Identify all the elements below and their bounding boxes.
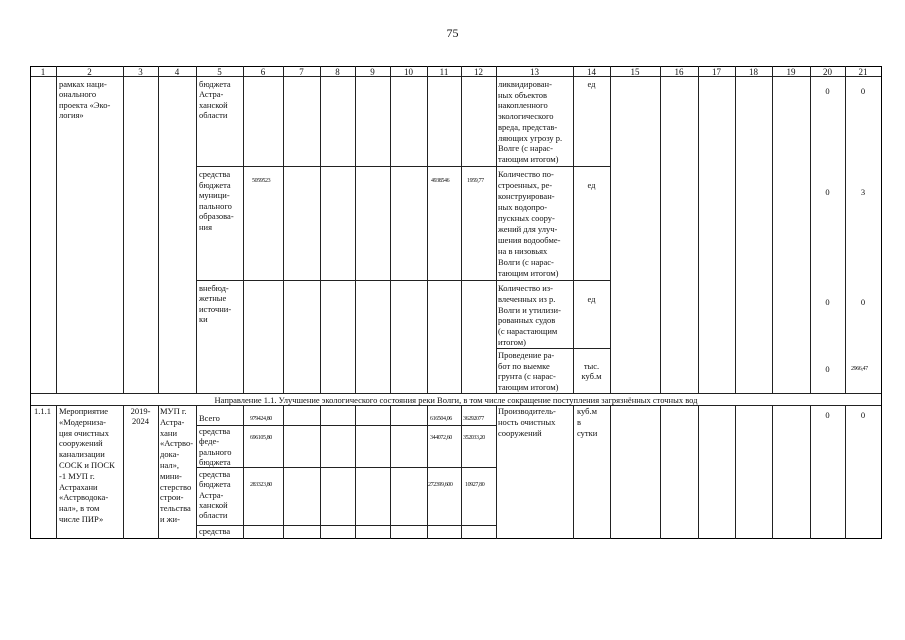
col-line [698,405,699,539]
value-col21: 3 [860,187,866,197]
col-line [320,66,321,394]
indicator-text: Производитель- ность очистных сооружений [498,406,556,438]
col-line [355,66,356,394]
col-line [56,66,57,394]
column-number: 10 [404,67,413,77]
value-col21: 0 [860,410,866,420]
col-line [283,405,284,539]
row-line [196,425,496,426]
column-number: 5 [217,67,222,77]
funding-source: средства феде- рального бюджета [199,426,232,467]
col-line [56,405,57,539]
amount-col12: 36292077 [463,416,484,422]
col-line [496,405,497,539]
value-col21: 0 [860,297,866,307]
col-line [390,66,391,394]
col-line [735,66,736,394]
col-line [698,66,699,394]
unit-cell: ед [587,294,596,304]
column-number: 21 [858,67,868,77]
col-line [158,405,159,539]
amount-col11: 272399,600 [428,482,453,488]
table-right-border [881,66,882,539]
col-line [196,405,197,539]
col-line [810,66,811,394]
unit-cell: ед [587,79,596,89]
column-number: 19 [786,67,796,77]
amount-col6: 5059523 [252,178,271,184]
value-col20: 0 [825,187,830,197]
period-years: 2019- 2024 [130,406,151,427]
value-col21: 2966,47 [851,366,868,372]
column-number: 11 [439,67,449,77]
funding-source: средства [199,526,231,536]
funding-source: Всего [199,413,220,423]
col-line [660,66,661,394]
column-number: 17 [712,67,721,77]
amount-col11: 344072,60 [430,435,452,441]
table-left-border [30,66,31,539]
value-col20: 0 [825,86,830,96]
column-number: 6 [260,67,266,77]
value-col21: 0 [860,86,866,96]
unit-cell: куб.м в сутки [577,406,598,438]
unit-cell: ед [587,180,596,190]
column-number: 13 [530,67,539,77]
item-number: 1.1.1 [34,406,51,416]
row-line [196,166,610,167]
indicator-text: Количество по- строенных, ре- конструирован- ных водопро- пускных соору- жений для улуч- шения водообме- на в низовьях Волги (с нарас- тающим итогом) [498,169,561,278]
value-col20: 0 [825,364,830,374]
column-number: 1 [40,67,46,77]
project-name-cell: рамках наци- онального проекта «Эко- логия» [59,79,111,120]
amount-col12: 352033,20 [463,435,485,441]
col-line [573,66,574,394]
col-line [283,66,284,394]
funding-source: средства бюджета муници- пального образова- ния [199,169,234,232]
col-line [496,66,497,394]
amount-col6: 283323,80 [250,482,272,488]
col-line [158,66,159,394]
unit-cell: тыс. куб.м [581,361,602,382]
col-line [573,405,574,539]
row-line [196,467,496,468]
col-line [243,405,244,539]
col-line [810,405,811,539]
col-line [123,66,124,394]
funding-source: средства бюджета Астра- ханской области [199,469,231,521]
column-number: 18 [749,67,758,77]
col-line [772,405,773,539]
column-number: 4 [174,67,180,77]
column-number: 16 [674,67,684,77]
row-line [496,348,610,349]
indicator-text: Проведение ра- бот по выемке грунта (с нарас- тающим итогом) [498,350,559,392]
row-line [196,280,610,281]
column-number: 12 [474,67,483,77]
event-name: Мероприятие «Модерниза- ция очистных сооружений канализации СОСК и ПОСК -1 МУП г. Астрахани «Астрводока- нал», в том числе ПИР» [59,406,115,524]
col-line [461,405,462,539]
col-line [735,405,736,539]
column-number: 9 [370,67,375,77]
row-line [196,525,496,526]
funding-source: бюджета Астра- ханской области [199,79,231,120]
column-number: 2 [87,67,92,77]
column-number: 7 [299,67,304,77]
col-line [845,405,846,539]
column-number: 8 [335,67,340,77]
column-number: 15 [630,67,640,77]
col-line [427,66,428,394]
col-line [320,405,321,539]
indicator-text: Количество из- влеченных из р. Волги и утилизи- рованных судов (с нарастающим итогом) [498,283,561,347]
amount-col6: 979424,80 [250,416,272,422]
funding-source: внебюд- жетные источни- ки [199,283,232,324]
col-line [196,66,197,394]
col-line [390,405,391,539]
section-heading: Направление 1.1. Улучшение экологического состояния реки Волги, в том числе сокращение поступления загрязнённых сточных вод [214,395,698,405]
col-line [243,66,244,394]
column-number: 3 [138,67,143,77]
col-line [772,66,773,394]
col-line [427,405,428,539]
col-line [355,405,356,539]
executor-name: МУП г. Астра- хани «Астрво- дока- нал», мини- стерство строи- тельства и жи- [160,406,194,524]
col-line [610,66,611,394]
amount-col12: 1959,77 [467,178,484,184]
page-number: 75 [446,26,459,40]
amount-col11: 4938546 [431,178,450,184]
col-line [660,405,661,539]
amount-col11: 616504,06 [430,416,452,422]
indicator-text: ликвидирован- ных объектов накопленного экологического вреда, представ- ляющих угрозу р. Волге (с нарас- тающим итогом) [498,79,563,164]
column-number: 14 [587,67,596,77]
col-line [845,66,846,394]
value-col20: 0 [825,410,830,420]
column-number: 20 [823,67,832,77]
col-line [610,405,611,539]
amount-col12: 10927,80 [465,482,485,488]
amount-col6: 696105,80 [250,435,272,441]
col-line [461,66,462,394]
value-col20: 0 [825,297,830,307]
